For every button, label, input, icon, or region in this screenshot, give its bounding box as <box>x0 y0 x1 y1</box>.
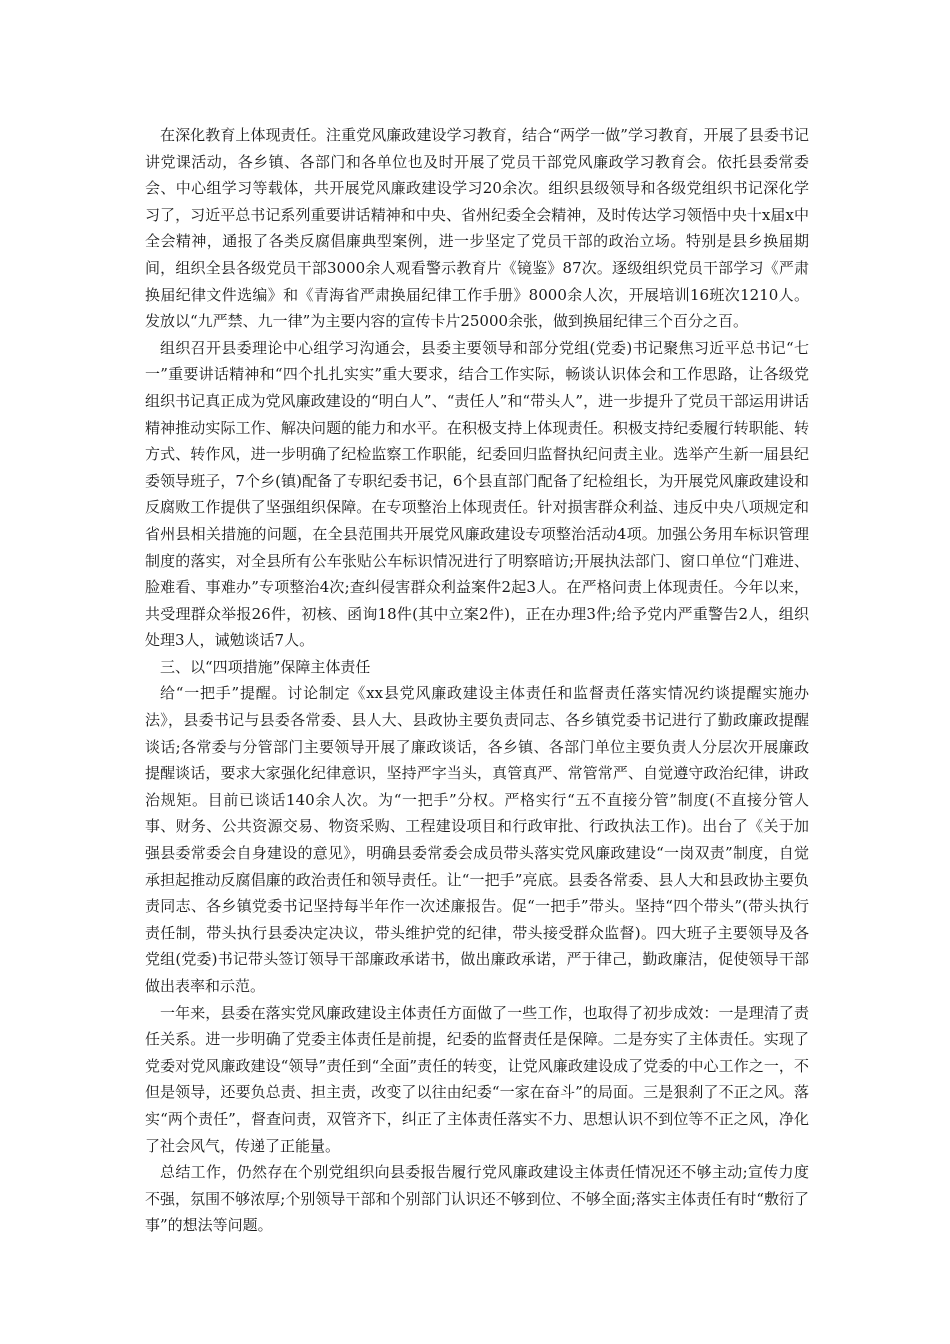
paragraph-leader-reminder: 给“一把手”提醒。讨论制定《xx县党风廉政建设主体责任和监督责任落实情况约谈提醒实施办法》，县委书记与县委各常委、县人大、县政协主要负责同志、各乡镇党委书记进行了勤政廉政提醒谈话;各常委与分管部门主要领导开展了廉政谈话，各乡镇、各部门单位主要负责人分层次开展廉政提醒谈话，要求大家强化纪律意识，坚持严字当头，真管真严、常管常严、自觉遵守政治纪律，讲政治规矩。目前已谈话140余人次。为“一把手”分权。严格实行“五不直接分管”制度(不直接分管人事、财务、公共资源交易、物资采购、工程建设项目和行政审批、行政执法工作)。出台了《关于加强县委常委会自身建设的意见》，明确县委常委会成员带头落实党风廉政建设“一岗双责”制度，自觉承担起推动反腐倡廉的政治责任和领导责任。让“一把手”亮底。县委各常委、县人大和县政协主要负责同志、各乡镇党委书记坚持每半年作一次述廉报告。促“一把手”带头。坚持“四个带头”(带头执行责任制，带头执行县委决定决议，带头维护党的纪律，带头接受群众监督)。四大班子主要领导及各党组(党委)书记带头签订领导干部廉政承诺书，做出廉政承诺，严于律己，勤政廉洁，促使领导干部做出表率和示范。 <box>145 684 809 995</box>
section-heading-four-measures: 三、以“四项措施”保障主体责任 <box>160 657 371 676</box>
paragraph-annual-results: 一年来，县委在落实党风廉政建设主体责任方面做了一些工作，也取得了初步成效：一是理清了责任关系。进一步明确了党委主体责任是前提，纪委的监督责任是保障。二是夯实了主体责任。实现了党委对党风廉政建设“领导”责任到“全面”责任的转变，让党风廉政建设成了党委的中心工作之一，不但是领导，还要负总责、担主责，改变了以往由纪委“一家在奋斗”的局面。三是狠刹了不正之风。落实“两个责任”，督查问责，双管齐下，纠正了主体责任落实不力、思想认识不到位等不正之风，净化了社会风气，传递了正能量。 <box>145 1003 809 1155</box>
paragraph-theory-study-meeting: 组织召开县委理论中心组学习沟通会，县委主要领导和部分党组(党委)书记聚焦习近平总书记“七一”重要讲话精神和“四个扎扎实实”重大要求，结合工作实际，畅谈认识体会和工作思路，让各级党组织书记真正成为党风廉政建设的“明白人”、“责任人”和“带头人”，进一步提升了党员干部运用讲话精神推动实际工作、解决问题的能力和水平。在积极支持上体现责任。积极支持纪委履行转职能、转方式、转作风，进一步明确了纪检监察工作职能，纪委回归监督执纪问责主业。选举产生新一届县纪委领导班子，7个乡(镇)配备了专职纪委书记，6个县直部门配备了纪检组长，为开展党风廉政建设和反腐败工作提供了坚强组织保障。在专项整治上体现责任。针对损害群众利益、违反中央八项规定和省州县相关措施的问题，在全县范围共开展党风廉政建设专项整治活动4项。加强公务用车标识管理制度的落实，对全县所有公车张贴公车标识情况进行了明察暗访;开展执法部门、窗口单位“门难进、脸难看、事难办”专项整治4次;查纠侵害群众利益案件2起3人。在严格问责上体现责任。今年以来，共受理群众举报26件，初核、函询18件(其中立案2件)，正在办理3件;给予党内严重警告2人，组织处理3人，诫勉谈话7人。 <box>145 338 809 650</box>
paragraph-education-responsibility: 在深化教育上体现责任。注重党风廉政建设学习教育，结合“两学一做”学习教育，开展了县委书记讲党课活动，各乡镇、各部门和各单位也及时开展了党员干部党风廉政学习教育会。依托县委常委会、中心组学习等载体，共开展党风廉政建设学习20余次。组织县级领导和各级党组织书记深化学习了，习近平总书记系列重要讲话精神和中央、省州纪委全会精神，及时传达学习领悟中央十x届x中全会精神，通报了各类反腐倡廉典型案例，进一步坚定了党员干部的政治立场。特别是县乡换届期间，组织全县各级党员干部3000余人观看警示教育片《镜鉴》87次。逐级组织党员干部学习《严肃换届纪律文件选编》和《青海省严肃换届纪律工作手册》8000余人次，开展培训16班次1210人。发放以“九严禁、九一律”为主要内容的宣传卡片25000余张，做到换届纪律三个百分之百。 <box>145 126 809 331</box>
paragraph-summary-problems: 总结工作，仍然存在个别党组织向县委报告履行党风廉政建设主体责任情况还不够主动;宣传力度不强，氛围不够浓厚;个别领导干部和个别部门认识还不够到位、不够全面;落实主体责任有时“敷衍了事”的想法等问题。 <box>145 1163 809 1235</box>
document-body <box>145 122 809 1239</box>
